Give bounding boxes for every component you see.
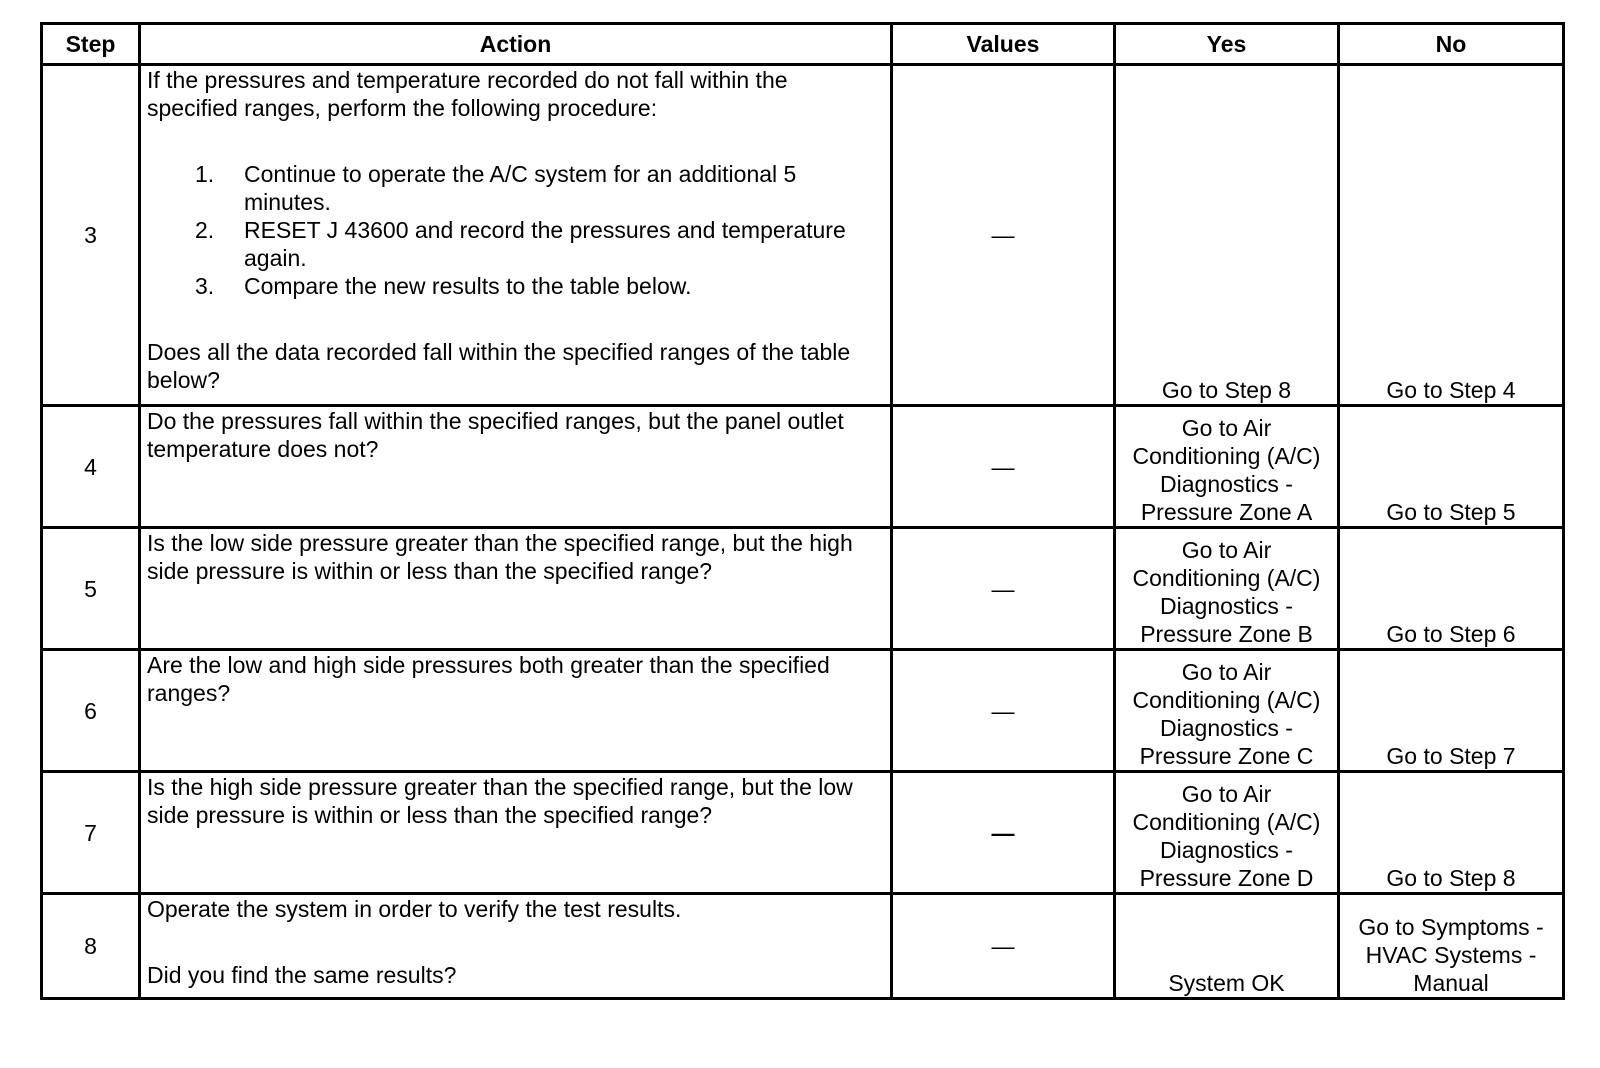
yes-cell: Go to Step 8 — [1115, 65, 1339, 406]
action-question: Did you find the same results? — [147, 962, 457, 988]
table-row — [42, 772, 1564, 894]
no-cell: Go to Symptoms - HVAC Systems - Manual — [1339, 894, 1564, 999]
procedure-text: RESET J 43600 and record the pressures and temperature again. — [244, 217, 846, 271]
step-number: 8 — [42, 894, 140, 999]
step-number: 7 — [42, 772, 140, 894]
values-dash: — — [991, 819, 1015, 846]
header-yes: Yes — [1115, 24, 1339, 65]
no-cell: Go to Step 6 — [1339, 528, 1564, 650]
table-header-row — [42, 24, 1564, 65]
values-cell — [892, 894, 1115, 999]
action-question: Does all the data recorded fall within the specified ranges of the table below? — [147, 339, 851, 393]
action-cell: Is the high side pressure greater than the specified range, but the low side pressure is within or less than the specified range? — [140, 772, 892, 894]
yes-cell: Go to Air Conditioning (A/C) Diagnostics - Pressure Zone D — [1115, 772, 1339, 894]
table-row — [42, 65, 1564, 406]
step-number: 3 — [42, 65, 140, 406]
yes-cell: Go to Air Conditioning (A/C) Diagnostics - Pressure Zone A — [1115, 406, 1339, 528]
action-cell — [140, 894, 892, 999]
header-no: No — [1339, 24, 1564, 65]
header-values: Values — [892, 24, 1115, 65]
action-cell: Do the pressures fall within the specified ranges, but the panel outlet temperature does not? — [140, 406, 892, 528]
diagnostic-table — [40, 22, 1565, 1000]
table-row — [42, 406, 1564, 528]
action-intro: Operate the system in order to verify the test results. — [147, 896, 682, 922]
no-cell: Go to Step 8 — [1339, 772, 1564, 894]
header-step: Step — [42, 24, 140, 65]
header-action: Action — [140, 24, 892, 65]
action-cell: Is the low side pressure greater than the specified range, but the high side pressure is within or less than the specified range? — [140, 528, 892, 650]
procedure-text: Continue to operate the A/C system for an additional 5 minutes. — [244, 161, 797, 215]
procedure-number: 3. — [195, 273, 215, 299]
no-cell: Go to Step 4 — [1339, 65, 1564, 406]
yes-cell: Go to Air Conditioning (A/C) Diagnostics - Pressure Zone C — [1115, 650, 1339, 772]
action-cell: Are the low and high side pressures both greater than the specified ranges? — [140, 650, 892, 772]
no-cell: Go to Step 7 — [1339, 650, 1564, 772]
table-row — [42, 528, 1564, 650]
yes-cell: System OK — [1115, 894, 1339, 999]
action-cell — [140, 65, 892, 406]
procedure-number: 2. — [195, 217, 215, 243]
values-cell — [892, 406, 1115, 528]
values-cell — [892, 528, 1115, 650]
procedure-list — [147, 160, 884, 300]
step-number: 5 — [42, 528, 140, 650]
step-number: 4 — [42, 406, 140, 528]
procedure-text: Compare the new results to the table below. — [244, 273, 692, 299]
procedure-item — [147, 216, 884, 272]
values-dash: — — [991, 222, 1015, 248]
table-row — [42, 650, 1564, 772]
no-cell: Go to Step 5 — [1339, 406, 1564, 528]
procedure-number: 1. — [195, 161, 215, 187]
yes-cell: Go to Air Conditioning (A/C) Diagnostics - Pressure Zone B — [1115, 528, 1339, 650]
action-intro: If the pressures and temperature recorded do not fall within the specified ranges, perform the following procedure: — [147, 67, 788, 121]
step-number: 6 — [42, 650, 140, 772]
values-cell — [892, 772, 1115, 894]
values-cell — [892, 65, 1115, 406]
values-dash: — — [991, 575, 1015, 602]
procedure-item — [147, 160, 884, 216]
values-dash: — — [991, 697, 1015, 724]
values-cell — [892, 650, 1115, 772]
procedure-item — [147, 272, 884, 300]
values-dash: — — [991, 453, 1015, 480]
values-dash: — — [991, 933, 1015, 959]
table-row — [42, 894, 1564, 999]
